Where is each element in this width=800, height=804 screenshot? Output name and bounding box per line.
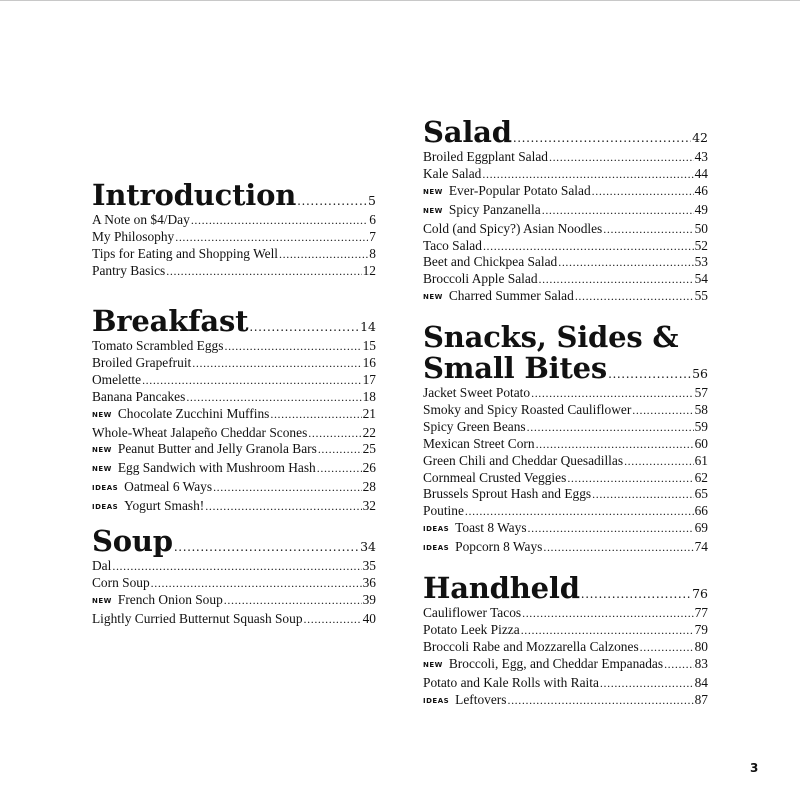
entry-label: [92, 611, 303, 627]
entry-page-number: 84: [694, 674, 708, 690]
entry-page-number: 8: [369, 245, 376, 261]
toc-entry[interactable]: [423, 520, 708, 539]
toc-entry[interactable]: [92, 338, 376, 355]
entry-label: [92, 575, 150, 591]
entry-title: Chocolate Zucchini Muffins: [117, 405, 270, 421]
toc-entry[interactable]: [423, 271, 708, 288]
entry-title: Tomato Scrambled Eggs: [92, 338, 224, 353]
entry-title: Tips for Eating and Shopping Well: [92, 245, 279, 261]
leader-dots: [531, 386, 694, 402]
entry-title: Cauliflower Tacos: [423, 605, 522, 620]
section-title: Introduction: [92, 180, 297, 211]
entry-title: Charred Summer Salad: [448, 288, 574, 304]
leader-dots: [624, 454, 694, 470]
entry-page-number: 66: [694, 503, 708, 519]
entry-page-number: 57: [694, 385, 708, 400]
toc-entry[interactable]: [92, 246, 376, 263]
entry-label: [423, 221, 602, 237]
toc-entry[interactable]: [423, 486, 708, 503]
entry-label: [92, 592, 223, 611]
toc-section-introduction: [92, 180, 376, 280]
leader-dots: [270, 407, 361, 423]
entry-label: [423, 402, 631, 418]
entry-page-number: 40: [362, 610, 376, 626]
entry-title: Omelette: [92, 371, 142, 387]
toc-entry[interactable]: [92, 441, 376, 460]
toc-entry[interactable]: [92, 460, 376, 479]
leader-dots: [592, 184, 694, 200]
leader-dots: [608, 367, 691, 381]
entry-label: [423, 183, 591, 202]
entry-title: Ever-Popular Potato Salad: [448, 182, 591, 198]
entry-page-number: 39: [362, 591, 376, 607]
entry-page-number: 55: [694, 288, 708, 304]
entry-label: [423, 692, 506, 711]
entry-title: Popcorn 8 Ways: [455, 539, 543, 555]
leader-dots: [224, 593, 362, 609]
section-heading: [92, 306, 376, 337]
entry-title: Banana Pancakes: [92, 388, 186, 404]
entry-label: [423, 520, 527, 539]
leader-dots: [521, 623, 694, 639]
entry-label: [423, 149, 548, 165]
entry-label: [423, 539, 542, 558]
entry-label: [92, 212, 190, 228]
leader-dots: [174, 540, 359, 554]
entry-title: Cold (and Spicy?) Asian Noodles: [423, 220, 603, 236]
entry-label: [92, 498, 204, 517]
entry-label: [423, 271, 538, 287]
entry-page-number: 43: [694, 149, 708, 164]
entry-title: Spicy Green Beans: [423, 418, 526, 434]
entry-title: Corn Soup: [92, 574, 150, 590]
new-tag: NEW: [92, 410, 112, 419]
entry-page-number: 50: [694, 220, 708, 236]
toc-entry[interactable]: [423, 470, 708, 487]
entry-title: Mexican Street Corn: [423, 435, 535, 451]
entry-title: Egg Sandwich with Mushroom Hash: [117, 460, 316, 476]
entry-title: Kale Salad: [423, 165, 482, 181]
entry-title: Toast 8 Ways: [455, 520, 527, 536]
entry-title: Broccoli Rabe and Mozzarella Calzones: [423, 638, 639, 654]
new-tag: NEW: [423, 293, 443, 302]
entry-page-number: 59: [694, 418, 708, 434]
entry-page-number: 44: [694, 165, 708, 181]
entry-page-number: 22: [362, 424, 376, 440]
entry-page-number: 46: [694, 182, 708, 198]
leader-dots: [528, 521, 694, 537]
leader-dots: [664, 657, 694, 673]
entry-page-number: 87: [694, 691, 708, 707]
section-title: Soup: [92, 526, 173, 557]
entry-title: Potato Leek Pizza: [423, 621, 520, 637]
leader-dots: [112, 559, 361, 575]
entry-label: [92, 355, 191, 371]
entry-page-number: 52: [694, 237, 708, 253]
entry-page-number: 83: [694, 655, 708, 671]
entry-label: [423, 605, 521, 621]
leader-dots: [581, 587, 691, 601]
entry-label: [92, 558, 111, 574]
section-page-number: 5: [368, 193, 376, 208]
entry-page-number: 15: [362, 338, 376, 353]
entry-label: [423, 486, 591, 502]
entry-label: [423, 288, 574, 307]
leader-dots: [318, 442, 362, 458]
leader-dots: [549, 150, 694, 166]
leader-dots: [640, 640, 694, 656]
toc-entry[interactable]: [92, 372, 376, 389]
leader-dots: [465, 504, 694, 520]
entry-page-number: 58: [694, 401, 708, 417]
toc-entry[interactable]: [423, 385, 708, 402]
leader-dots: [632, 403, 693, 419]
entry-title: Brussels Sprout Hash and Eggs: [423, 486, 592, 502]
entry-label: [92, 263, 165, 279]
section-heading: [423, 117, 708, 148]
entry-label: [423, 254, 557, 270]
entry-page-number: 77: [694, 605, 708, 620]
new-tag: NEW: [92, 465, 112, 474]
section-heading: [92, 180, 376, 211]
entry-page-number: 18: [362, 388, 376, 404]
entry-title: Potato and Kale Rolls with Raita: [423, 674, 599, 690]
new-tag: NEW: [423, 660, 443, 669]
leader-dots: [539, 272, 694, 288]
leader-dots: [175, 230, 368, 246]
section-title-line-1: Snacks, Sides &: [423, 320, 679, 354]
entry-title: My Philosophy: [92, 228, 175, 244]
leader-dots: [527, 420, 694, 436]
entry-title: Yogurt Smash!: [124, 498, 205, 514]
toc-entry[interactable]: [92, 263, 376, 280]
leader-dots: [513, 131, 691, 145]
toc-entry[interactable]: [423, 166, 708, 183]
entry-title: Beet and Chickpea Salad: [423, 254, 558, 270]
toc-entry[interactable]: [423, 419, 708, 436]
entry-label: [92, 372, 141, 388]
section-title: Salad: [423, 117, 512, 148]
toc-entry[interactable]: [423, 254, 708, 271]
section-title-line-2: Small Bites: [423, 353, 608, 384]
toc-entry[interactable]: [423, 183, 708, 202]
entry-title: French Onion Soup: [117, 591, 223, 607]
entry-page-number: 21: [362, 405, 376, 421]
entry-title: Dal: [92, 558, 112, 573]
entry-page-number: 32: [362, 498, 376, 514]
toc-entry[interactable]: [423, 149, 708, 166]
new-tag: NEW: [92, 596, 112, 605]
entry-label: [423, 503, 464, 519]
toc-entry[interactable]: [423, 453, 708, 470]
entry-label: [423, 622, 520, 638]
new-tag: NEW: [92, 446, 112, 455]
toc-entry[interactable]: [92, 611, 376, 628]
leader-dots: [536, 437, 694, 453]
toc-entry[interactable]: [423, 503, 708, 520]
entry-title: Broiled Eggplant Salad: [423, 149, 548, 164]
toc-entry[interactable]: [423, 605, 708, 622]
ideas-tag: IDEAS: [92, 484, 119, 493]
entry-title: Broccoli Apple Salad: [423, 271, 538, 287]
leader-dots: [213, 480, 362, 496]
entry-page-number: 6: [369, 212, 376, 227]
entry-page-number: 7: [369, 228, 376, 244]
entry-label: [423, 470, 566, 486]
toc-entry[interactable]: [92, 229, 376, 246]
leader-dots: [507, 693, 693, 709]
leader-dots: [186, 390, 361, 406]
toc-entry[interactable]: [423, 622, 708, 639]
toc-section-snacks-sides: [423, 322, 708, 558]
leader-dots: [483, 239, 694, 255]
toc-entry[interactable]: [92, 592, 376, 611]
entry-page-number: 69: [694, 520, 708, 536]
entry-page-number: 53: [694, 254, 708, 270]
entry-label: [92, 406, 269, 425]
entry-title: Lightly Curried Butternut Squash Soup: [92, 610, 303, 626]
top-rule: [0, 0, 800, 1]
entry-label: [423, 419, 526, 435]
ideas-tag: IDEAS: [423, 525, 450, 534]
toc-section-breakfast: [92, 306, 376, 517]
entry-title: Whole-Wheat Jalapeño Cheddar Scones: [92, 424, 308, 440]
leader-dots: [151, 576, 362, 592]
toc-entry[interactable]: [423, 539, 708, 558]
entry-title: Cornmeal Crusted Veggies: [423, 469, 567, 485]
toc-entry[interactable]: [92, 479, 376, 498]
entry-label: [92, 229, 174, 245]
entry-title: Broccoli, Egg, and Cheddar Empanadas: [448, 655, 664, 671]
toc-entry[interactable]: [92, 212, 376, 229]
new-tag: NEW: [423, 206, 443, 215]
entry-title: Jacket Sweet Potato: [423, 385, 531, 400]
leader-dots: [522, 606, 694, 622]
entry-label: [423, 202, 541, 221]
toc-entry[interactable]: [92, 406, 376, 425]
entry-label: [423, 238, 482, 254]
entry-page-number: 26: [362, 460, 376, 476]
leader-dots: [567, 471, 693, 487]
entry-page-number: 35: [362, 558, 376, 573]
section-title: Breakfast: [92, 306, 249, 337]
leader-dots: [603, 222, 693, 238]
leader-dots: [600, 676, 694, 692]
entry-page-number: 17: [362, 371, 376, 387]
entry-label: [92, 460, 316, 479]
toc-entry[interactable]: [423, 692, 708, 711]
leader-dots: [308, 426, 361, 442]
entry-title: Peanut Butter and Jelly Granola Bars: [117, 441, 317, 457]
toc-section-salad: [423, 117, 708, 307]
entry-page-number: 25: [362, 441, 376, 457]
entry-page-number: 74: [694, 539, 708, 555]
entry-page-number: 36: [362, 574, 376, 590]
entry-title: Taco Salad: [423, 237, 482, 253]
leader-dots: [592, 487, 693, 503]
section-page-number: 34: [360, 539, 376, 554]
ideas-tag: IDEAS: [92, 503, 119, 512]
section-page-number: 42: [692, 130, 708, 145]
entry-page-number: 60: [694, 435, 708, 451]
leader-dots: [205, 499, 361, 515]
leader-dots: [575, 289, 694, 305]
toc-entry[interactable]: [423, 436, 708, 453]
entry-page-number: 16: [362, 354, 376, 370]
section-heading: [92, 526, 376, 557]
leader-dots: [249, 320, 359, 334]
toc-entry[interactable]: [92, 575, 376, 592]
toc-entry[interactable]: [423, 238, 708, 255]
entry-title: Green Chili and Cheddar Quesadillas: [423, 452, 624, 468]
entry-title: Oatmeal 6 Ways: [124, 479, 213, 495]
ideas-tag: IDEAS: [423, 696, 450, 705]
page-number: 3: [750, 761, 759, 775]
toc-entry[interactable]: [423, 675, 708, 692]
section-page-number: 14: [360, 319, 376, 334]
entry-title: Poutine: [423, 503, 464, 519]
new-tag: NEW: [423, 187, 443, 196]
entry-label: [423, 453, 623, 469]
entry-label: [423, 675, 599, 691]
entry-label: [92, 479, 212, 498]
leader-dots: [166, 264, 361, 280]
entry-page-number: 62: [694, 469, 708, 485]
entry-title: Smoky and Spicy Roasted Cauliflower: [423, 401, 632, 417]
entry-label: [92, 425, 307, 441]
leader-dots: [191, 213, 368, 229]
toc-entry[interactable]: [423, 402, 708, 419]
leader-dots: [142, 373, 362, 389]
entry-page-number: 49: [694, 201, 708, 217]
leader-dots: [542, 203, 694, 219]
entry-label: [423, 656, 663, 675]
entry-label: [423, 436, 535, 452]
entry-label: [92, 246, 278, 262]
entry-label: [423, 166, 481, 182]
section-heading: [423, 353, 708, 384]
entry-page-number: 79: [694, 621, 708, 637]
toc-entry[interactable]: [92, 389, 376, 406]
section-page-number: 76: [692, 586, 708, 601]
leader-dots: [297, 194, 367, 208]
leader-dots: [304, 612, 362, 628]
entry-label: [423, 385, 530, 401]
entry-page-number: 12: [362, 262, 376, 278]
leader-dots: [482, 167, 693, 183]
section-heading: [423, 573, 708, 604]
toc-entry[interactable]: [92, 558, 376, 575]
entry-label: [92, 338, 223, 354]
leader-dots: [192, 356, 361, 372]
toc-entry[interactable]: [423, 288, 708, 307]
entry-title: Leftovers: [455, 691, 507, 707]
leader-dots: [224, 339, 361, 355]
section-page-number: 56: [692, 366, 708, 381]
entry-page-number: 80: [694, 638, 708, 654]
entry-title: A Note on $4/Day: [92, 212, 190, 227]
entry-title: Pantry Basics: [92, 262, 166, 278]
leader-dots: [317, 461, 362, 477]
toc-entry[interactable]: [92, 498, 376, 517]
toc-entry[interactable]: [423, 202, 708, 221]
entry-page-number: 61: [694, 452, 708, 468]
entry-page-number: 65: [694, 486, 708, 502]
entry-label: [423, 639, 639, 655]
entry-page-number: 54: [694, 271, 708, 287]
leader-dots: [543, 540, 693, 556]
leader-dots: [558, 255, 693, 271]
leader-dots: [279, 247, 368, 263]
entry-title: Spicy Panzanella: [448, 201, 541, 217]
entry-page-number: 28: [362, 479, 376, 495]
toc-section-soup: [92, 526, 376, 628]
entry-title: Broiled Grapefruit: [92, 354, 192, 370]
section-title: Handheld: [423, 573, 580, 604]
toc-entry[interactable]: [423, 656, 708, 675]
toc-entry[interactable]: [92, 425, 376, 442]
toc-entry[interactable]: [423, 639, 708, 656]
toc-entry[interactable]: [92, 355, 376, 372]
toc-entry[interactable]: [423, 221, 708, 238]
toc-section-handheld: [423, 573, 708, 710]
entry-label: [92, 389, 185, 405]
ideas-tag: IDEAS: [423, 544, 450, 553]
entry-label: [92, 441, 317, 460]
